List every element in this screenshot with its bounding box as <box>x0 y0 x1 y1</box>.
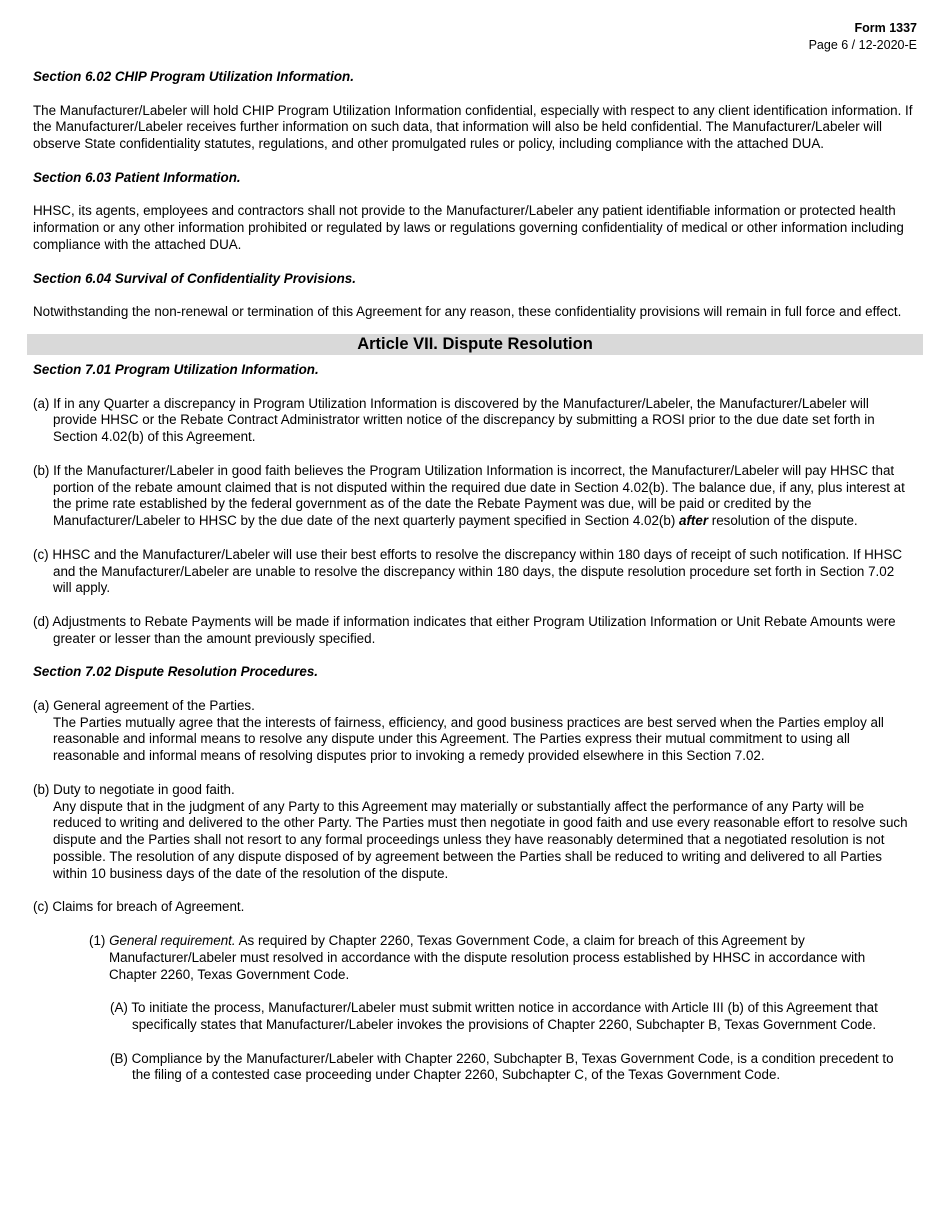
section-7-02-item-c-1 <box>33 933 915 983</box>
section-7-01-item-c: (c) HHSC and the Manufacturer/Labeler will use their best efforts to resolve the discrepancy within 180 days of receipt of such notification. If HHSC and the Manufacturer/Labeler are unable to resolve the discrepancy within 180 days, the dispute resolution procedure set forth in Section 7.02 will apply. <box>33 546 903 596</box>
section-7-01-item-d: (d) Adjustments to Rebate Payments will be made if information indicates that either Program Utilization Information or Unit Rebate Amounts were greater or lesser than the amount previously specified. <box>33 613 896 646</box>
item-c-1-emphasis: General requirement. <box>109 933 236 949</box>
form-number: Form 1337 <box>854 21 917 35</box>
section-6-04-title: Section 6.04 Survival of Confidentiality Provisions. <box>33 270 356 286</box>
section-7-02-title: Section 7.02 Dispute Resolution Procedures. <box>33 664 318 680</box>
section-6-04-body: Notwithstanding the non-renewal or termination of this Agreement for any reason, these confidentiality provisions will remain in full force and effect. <box>33 304 902 320</box>
section-7-02-item-c-B: (B) Compliance by the Manufacturer/Labeler with Chapter 2260, Subchapter B, Texas Government Code, is a condition precedent to the filing of a contested case proceeding under Chapter 2260, Subchapter C, of the Texas Government Code. <box>110 1050 894 1083</box>
section-7-01-title: Section 7.01 Program Utilization Information. <box>33 361 319 377</box>
section-7-02-item-b-body: Any dispute that in the judgment of any Party to this Agreement may materially or substantially affect the performance of any Party will be reduced to writing and delivered to the other Party. The Parties must then negotiate in good faith and use every reasonable effort to resolve such dispute and the Parties shall not resort to any formal proceedings unless they have reasonably determined that a negotiated resolution is not possible. The resolution of any dispute disposed of by agreement between the Parties shall be reduced to writing and delivered to all Parties within 10 business days of the date of the resolution of the dispute. <box>53 798 908 881</box>
section-6-02-title: Section 6.02 CHIP Program Utilization Information. <box>33 69 354 84</box>
page-info: Page 6 / 12-2020-E <box>808 38 917 52</box>
section-7-02-item-c-heading: (c) Claims for breach of Agreement. <box>33 899 245 915</box>
section-6-03-body: HHSC, its agents, employees and contractors shall not provide to the Manufacturer/Labeler any patient identifiable information or protected health information or any other information prohibited or regulated by laws or regulations governing confidentiality of medical or other information including compliance with the attached DUA. <box>33 203 904 252</box>
section-7-01-item-b <box>33 463 915 530</box>
article-vii-heading: Article VII. Dispute Resolution <box>27 334 923 355</box>
section-7-02-item-c-A: (A) To initiate the process, Manufacturer/Labeler must submit written notice in accordance with Article III (b) of this Agreement that specifically states that Manufacturer/Labeler invokes the provisions of Chapter 2260, Subchapter B, Texas Government Code. <box>110 1000 878 1033</box>
section-7-01-item-b-tail: resolution of the dispute. <box>708 513 858 529</box>
item-c-1-text: As required by Chapter 2260, Texas Government Code, a claim for breach of this Agreement by Manufacturer/Labeler must resolved in accordance with the dispute resolution process established by HHSC in accordance with Chapter 2260, Texas Government Code. <box>109 933 866 982</box>
section-7-01-item-b-text: (b) If the Manufacturer/Labeler in good faith believes the Program Utilization Information is incorrect, the Manufacturer/Labeler will pay HHSC that portion of the rebate amount claimed that is not disputed within the required due date in Section 4.02(b). The balance due, if any, plus interest at the prime rate established by the federal government as of the date the Rebate Payment was due, will be paid or credited by the Manufacturer/Labeler to HHSC by the due date of the next quarterly payment specified in Section 4.02(b) <box>33 462 905 529</box>
section-7-02-item-a-body: The Parties mutually agree that the interests of fairness, efficiency, and good business practices are best served when the Parties employ all reasonable and informal means to resolve any dispute under this Agreement. The Parties express their mutual commitment to using all reasonable and informal means of resolving disputes prior to invoking a remedy provided elsewhere in this Section 7.02. <box>53 714 884 764</box>
section-7-01-item-b-emphasis: after <box>679 513 709 529</box>
page-header <box>809 20 917 54</box>
section-6-02-body: The Manufacturer/Labeler will hold CHIP Program Utilization Information confidential, especially with respect to any client identification information. If the Manufacturer/Labeler receives further information on such data, that information will also be held confidential. The Manufacturer/Labeler will observe State confidentiality statutes, regulations, and other promulgated rules or policy, including compliance with the attached DUA. <box>33 102 913 152</box>
section-7-02-item-a-heading: (a) General agreement of the Parties. <box>33 697 255 713</box>
section-7-01-item-a: (a) If in any Quarter a discrepancy in Program Utilization Information is discovered by the Manufacturer/Labeler, the Manufacturer/Labeler will provide HHSC or the Rebate Contract Administrator written notice of the discrepancy by submitting a ROSI prior to the due date set forth in Section 4.02(b) of this Agreement. <box>33 395 875 445</box>
document-body <box>33 69 915 1084</box>
section-7-02-item-b-heading: (b) Duty to negotiate in good faith. <box>33 781 235 797</box>
item-c-1-number: (1) <box>89 933 110 949</box>
section-6-03-title: Section 6.03 Patient Information. <box>33 169 241 185</box>
